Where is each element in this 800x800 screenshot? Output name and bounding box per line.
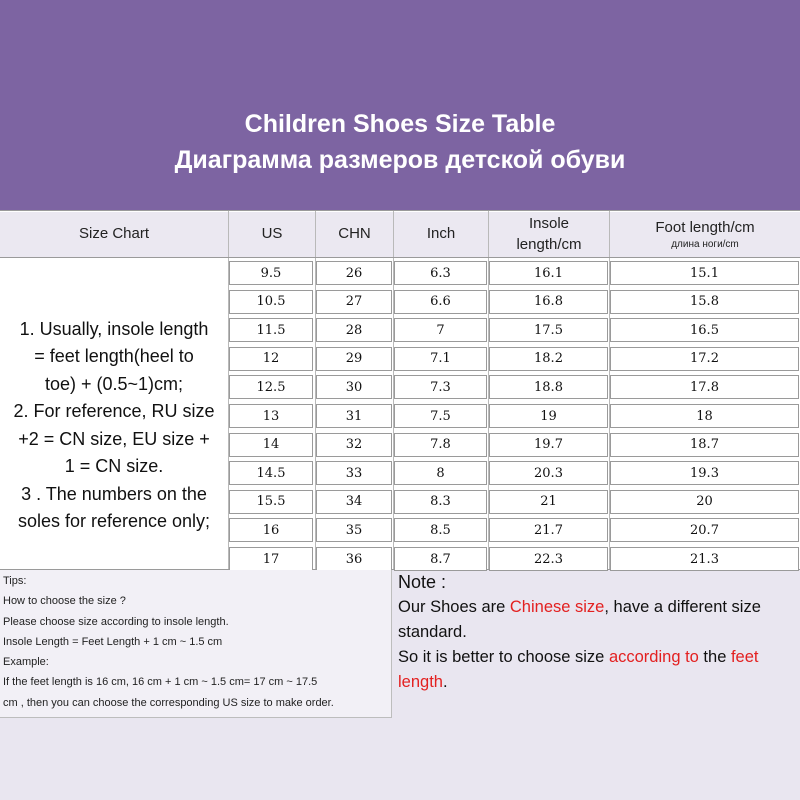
- note-line: 1. Usually, insole length: [19, 318, 209, 339]
- table-cell-inch: 7.3: [394, 375, 487, 399]
- table-cell-foot: 18.7: [610, 433, 799, 457]
- table-cell-chn: 26: [316, 261, 392, 285]
- col-header-foot-line1: Foot length/cm: [655, 218, 755, 236]
- note-text: So it is better to choose size: [398, 648, 609, 666]
- table-cell-us: 9.5: [229, 261, 313, 285]
- table-cell-inch: 8.5: [394, 518, 487, 542]
- note-line: soles for reference only;: [17, 511, 211, 531]
- table-cell-foot: 19.3: [610, 461, 799, 485]
- note-highlight: according to: [608, 648, 699, 666]
- tips-line: Tips:: [3, 575, 27, 587]
- note-text: , have a different size standard.: [398, 598, 761, 641]
- table-cell-foot: 15.8: [610, 290, 799, 314]
- note-paragraph-2: [398, 645, 794, 695]
- table-cell-chn: 36: [316, 547, 392, 571]
- table-cell-foot: 18: [610, 404, 799, 428]
- note-highlight: feet length: [398, 648, 759, 691]
- table-cell-insole: 16.1: [489, 261, 608, 285]
- table-cell-inch: 6.6: [394, 290, 487, 314]
- title-russian: Диаграмма размеров детской обуви: [174, 146, 626, 174]
- table-cell-insole: 18.8: [489, 375, 608, 399]
- table-cell-foot: 20.7: [610, 518, 799, 542]
- table-cell-inch: 7.8: [394, 433, 487, 457]
- table-cell-insole: 17.5: [489, 318, 608, 342]
- table-cell-insole: 19: [489, 404, 608, 428]
- note-title: Note :: [398, 572, 447, 592]
- col-header-chn: CHN: [316, 212, 393, 257]
- table-cell-inch: 7: [394, 318, 487, 342]
- table-cell-us: 13: [229, 404, 313, 428]
- table-cell-foot: 15.1: [610, 261, 799, 285]
- table-cell-chn: 31: [316, 404, 392, 428]
- divider: [0, 210, 800, 211]
- tips-line: Insole Length = Feet Length + 1 cm ~ 1.5 cm: [3, 635, 223, 648]
- table-cell-insole: 21: [489, 490, 608, 514]
- table-cell-chn: 30: [316, 375, 392, 399]
- table-cell-us: 11.5: [229, 318, 313, 342]
- table-cell-chn: 28: [316, 318, 392, 342]
- table-cell-insole: 16.8: [489, 290, 608, 314]
- table-cell-us: 15.5: [229, 490, 313, 514]
- table-cell-insole: 21.7: [489, 518, 608, 542]
- table-cell-us: 16: [229, 518, 313, 542]
- table-cell-us: 17: [229, 547, 313, 571]
- tips-panel: [0, 570, 392, 718]
- table-cell-inch: 7.5: [394, 404, 487, 428]
- table-cell-chn: 27: [316, 290, 392, 314]
- col-header-foot-length: [610, 212, 800, 257]
- note-panel: [392, 570, 800, 698]
- table-cell-foot: 17.2: [610, 347, 799, 371]
- col-header-insole-line1: Insole: [528, 215, 570, 233]
- note-text: .: [442, 673, 448, 691]
- table-cell-us: 12: [229, 347, 313, 371]
- tips-line: How to choose the size ?: [3, 595, 126, 608]
- note-line: 1 = CN size.: [64, 456, 164, 476]
- tips-line: Example:: [3, 656, 49, 669]
- table-cell-foot: 16.5: [610, 318, 799, 342]
- table-cell-us: 14: [229, 433, 313, 457]
- note-line: +2 = CN size, EU size +: [18, 428, 210, 449]
- table-cell-foot: 21.3: [610, 547, 799, 571]
- table-cell-inch: 8.3: [394, 490, 487, 514]
- note-line: 2. For reference, RU size: [13, 401, 215, 421]
- table-cell-inch: 6.3: [394, 261, 487, 285]
- table-cell-inch: 8: [394, 461, 487, 485]
- table-cell-insole: 19.7: [489, 433, 608, 457]
- table-cell-chn: 29: [316, 347, 392, 371]
- note-paragraph-1: [398, 595, 794, 645]
- note-line: = feet length(heel to: [34, 346, 194, 366]
- table-cell-chn: 32: [316, 433, 392, 457]
- tips-line: cm , then you can choose the corresponding US size to make order.: [3, 696, 334, 709]
- note-highlight: Chinese size: [509, 598, 605, 616]
- title-english: Children Shoes Size Table: [244, 110, 556, 138]
- col-header-us: US: [229, 212, 315, 257]
- table-cell-us: 14.5: [229, 461, 313, 485]
- col-header-insole-line2: length/cm: [516, 235, 582, 253]
- tips-line: Please choose size according to insole length.: [3, 615, 229, 628]
- table-cell-insole: 22.3: [489, 547, 608, 571]
- col-header-inch: Inch: [394, 212, 488, 257]
- col-header-foot-subtitle: длина ноги/cm: [671, 238, 739, 250]
- table-cell-foot: 20: [610, 490, 799, 514]
- table-cell-chn: 34: [316, 490, 392, 514]
- table-cell-inch: 8.7: [394, 547, 487, 571]
- table-cell-inch: 7.1: [394, 347, 487, 371]
- col-header-size-chart: Size Chart: [0, 212, 228, 257]
- table-cell-us: 12.5: [229, 375, 313, 399]
- note-text: the: [698, 648, 731, 666]
- table-cell-insole: 20.3: [489, 461, 608, 485]
- table-cell-chn: 33: [316, 461, 392, 485]
- table-cell-us: 10.5: [229, 290, 313, 314]
- tips-line: If the feet length is 16 cm, 16 cm + 1 cm ~ 1.5 cm= 17 cm ~ 17.5: [3, 676, 318, 689]
- table-cell-foot: 17.8: [610, 375, 799, 399]
- table-cell-insole: 18.2: [489, 347, 608, 371]
- col-header-insole: [489, 212, 609, 257]
- note-line: 3 . The numbers on the: [21, 483, 207, 504]
- table-cell-chn: 35: [316, 518, 392, 542]
- note-line: toe) + (0.5~1)cm;: [44, 373, 184, 394]
- note-text: Our Shoes are: [398, 598, 510, 616]
- size-notes: [0, 258, 228, 569]
- page-header: [0, 0, 800, 210]
